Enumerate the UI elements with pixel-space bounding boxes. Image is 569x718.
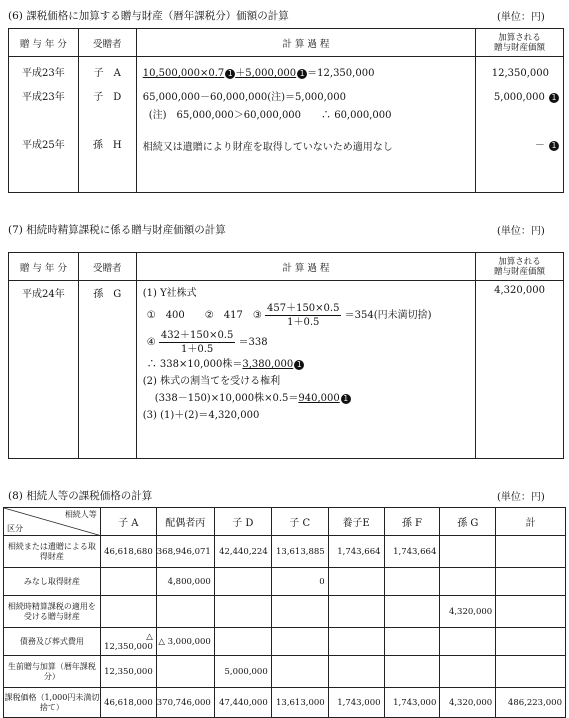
sec8-table: [3, 507, 566, 718]
sec8-col-header: 配偶者丙: [156, 508, 214, 536]
sec7-line-5: (2) 株式の割当てを受ける権利: [142, 376, 281, 387]
sec8-col-header: 孫 F: [384, 508, 440, 536]
sec8-col-header: 子 C: [271, 508, 328, 536]
table-cell: [440, 656, 496, 688]
sec7-line-3: ④ $\frac{432+150\times 0.5}{1+0.5}$ ＝338: [146, 330, 268, 355]
sec6-header-year: 贈 与 年 分: [9, 29, 79, 57]
badge-icon: 1: [549, 141, 559, 151]
table-cell: [440, 568, 496, 596]
sec6-process: [136, 57, 475, 193]
sec8-row-label: 課税価格（1,000円未満切捨て）: [4, 688, 101, 718]
sec8-col-header: 養子E: [328, 508, 384, 536]
table-cell: [384, 628, 440, 656]
table-cell: 5,000,000: [214, 656, 271, 688]
sec7-line-1: (1) Y社株式: [142, 288, 197, 299]
table-row: [4, 596, 566, 628]
sec7-process: [136, 281, 475, 459]
sec7-line-2: ① 400 ② 417 ③ $\frac{457+150\times 0.5}{1+0.5}$ ＝354(円未満切捨): [146, 303, 432, 328]
table-cell: 4,320,000: [440, 596, 496, 628]
badge-icon: 1: [294, 360, 304, 370]
table-cell: [214, 628, 271, 656]
sec7-line-4: ∴ 338×10,000株＝3,380,000 1: [143, 356, 469, 373]
table-cell: [384, 656, 440, 688]
table-cell: [496, 596, 566, 628]
sec6-values: 12,350,000 5,000,000 1 － 1: [476, 57, 564, 193]
sec8-row-label: 相続または遺贈による取得財産: [4, 536, 101, 568]
table-cell: [100, 568, 156, 596]
sec8-title: (8) 相続人等の課税価格の計算: [8, 490, 153, 502]
table-cell: [384, 568, 440, 596]
badge-icon: 1: [225, 69, 235, 79]
table-cell: 42,440,224: [214, 536, 271, 568]
table-cell: [328, 596, 384, 628]
table-cell: 1,743,000: [384, 688, 440, 718]
table-cell: [100, 596, 156, 628]
sec8-col-header: 計: [496, 508, 566, 536]
sec8-row-label: 相続時精算課税の適用を受ける贈与財産: [4, 596, 101, 628]
table-row: [4, 568, 566, 596]
sec8-unit: (単位：円): [497, 492, 545, 503]
sec6-recipients: 子 A 子 D 孫 H: [78, 57, 136, 193]
badge-icon: 1: [341, 394, 351, 404]
table-cell: [214, 568, 271, 596]
sec7-header-recipient: 受贈者: [78, 253, 136, 281]
table-cell: [328, 568, 384, 596]
sec7-title: (7) 相続時精算課税に係る贈与財産価額の計算: [8, 224, 226, 236]
table-cell: 4,800,000: [156, 568, 214, 596]
table-cell: [156, 596, 214, 628]
sec7-header-process: 計 算 過 程: [136, 253, 475, 281]
table-cell: 370,746,000: [156, 688, 214, 718]
sec6-header-process: 計 算 過 程: [136, 29, 475, 57]
sec6-title: (6) 課税価格に加算する贈与財産（暦年課税分）価額の計算: [8, 10, 289, 22]
table-cell: [440, 536, 496, 568]
table-row: [4, 656, 566, 688]
table-cell: 47,440,000: [214, 688, 271, 718]
table-cell: [271, 596, 328, 628]
sec8-row-label: みなし取得財産: [4, 568, 101, 596]
sec8-row-label: 生前贈与加算（暦年課税分）: [4, 656, 101, 688]
table-cell: [271, 628, 328, 656]
table-cell: △ 3,000,000: [156, 628, 214, 656]
table-cell: 46,618,680: [100, 536, 156, 568]
sec6-years: 平成23年 平成23年 平成25年: [9, 57, 79, 193]
sec7-recipient: 孫 G: [78, 281, 136, 459]
sec8-col-header: 子 D: [214, 508, 271, 536]
table-cell: [496, 656, 566, 688]
sec7-header-year: 贈 与 年 分: [9, 253, 79, 281]
sec6-header-added: 加算される 贈与財産価額: [476, 29, 564, 57]
sec8-col-header: 子 A: [100, 508, 156, 536]
table-cell: [328, 628, 384, 656]
sec7-year: 平成24年: [9, 281, 79, 459]
sec8-col-header: 孫 G: [440, 508, 496, 536]
sec7-line-6: (338－150)×10,000株×0.5＝940,000 1: [143, 390, 469, 407]
table-row: [4, 688, 566, 718]
table-cell: 1,743,000: [328, 688, 384, 718]
table-cell: [440, 628, 496, 656]
sec7-table: [8, 252, 564, 459]
table-cell: 13,613,000: [271, 688, 328, 718]
table-cell: 12,350,000: [100, 656, 156, 688]
table-cell: 13,613,885: [271, 536, 328, 568]
table-cell: [496, 536, 566, 568]
sec8-corner: [4, 508, 101, 536]
sec7-header-added: 加算される 贈与財産価額: [476, 253, 564, 281]
table-cell: 4,320,000: [440, 688, 496, 718]
table-cell: [214, 596, 271, 628]
table-row: [4, 628, 566, 656]
table-cell: [271, 656, 328, 688]
table-cell: 46,618,000: [100, 688, 156, 718]
table-row: [4, 536, 566, 568]
sec6-row-h-calc: 相続又は遺贈により財産を取得していないため適用なし: [142, 142, 393, 153]
table-cell: 486,223,000: [496, 688, 566, 718]
table-cell: 1,743,664: [328, 536, 384, 568]
sec6-unit: (単位：円): [497, 12, 545, 23]
sec8-corner-bottom: 区分: [7, 524, 23, 533]
sec7-value: 4,320,000: [476, 281, 564, 459]
sec6-header-recipient: 受贈者: [78, 29, 136, 57]
table-cell: 0: [271, 568, 328, 596]
badge-icon: 1: [297, 69, 307, 79]
sec7-line-7: (3) (1)＋(2)＝4,320,000: [142, 410, 260, 421]
table-cell: 368,946,071: [156, 536, 214, 568]
table-cell: [328, 656, 384, 688]
sec6-table: [8, 28, 564, 193]
sec6-row-d-calc: 65,000,000－60,000,000(注)＝5,000,000: [142, 92, 346, 103]
sec8-corner-top: 相続人等: [64, 510, 97, 519]
table-cell: [496, 628, 566, 656]
sec8-row-label: 債務及び葬式費用: [4, 628, 101, 656]
table-cell: △ 12,350,000: [100, 628, 156, 656]
badge-icon: 1: [549, 93, 559, 103]
table-cell: [156, 656, 214, 688]
sec6-row-a-calc: 10,500,000×0.7 1 ＋5,000,000 1 ＝12,350,000: [142, 68, 375, 79]
table-cell: [384, 596, 440, 628]
sec6-row-d-note: (注) 65,000,000＞60,000,000 ∴ 60,000,000: [148, 110, 392, 121]
table-cell: 1,743,664: [384, 536, 440, 568]
table-cell: [496, 568, 566, 596]
sec7-unit: (単位：円): [497, 226, 545, 237]
